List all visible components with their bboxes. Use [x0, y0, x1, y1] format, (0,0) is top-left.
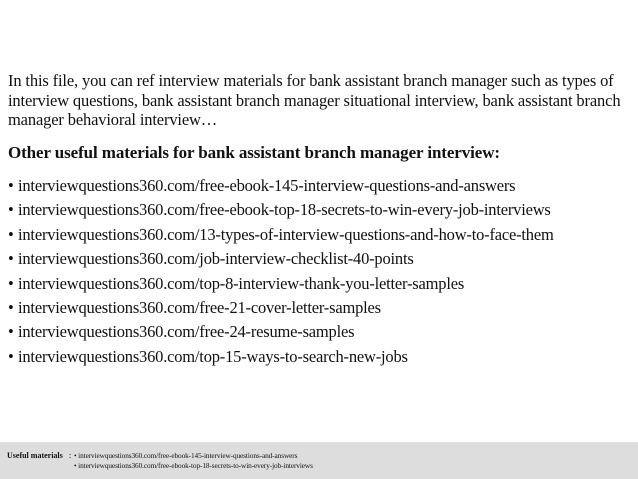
bullet-icon: • — [8, 273, 14, 293]
intro-paragraph: In this file, you can ref interview materials for bank assistant branch manager such as types of interview questions, bank assistant branch manager situational interview, bank assistant branch manager behavioral interview… — [8, 71, 621, 129]
bullet-icon: • — [8, 346, 14, 366]
bullet-icon: • — [8, 176, 14, 195]
bullet-icon: • — [8, 224, 14, 244]
bullet-icon: • — [8, 249, 14, 269]
list-item[interactable] — [8, 298, 634, 322]
bullet-icon: • — [8, 200, 14, 220]
materials-link-list — [8, 176, 634, 371]
list-item[interactable] — [8, 322, 634, 346]
link-text[interactable]: interviewquestions360.com/job-interview-checklist-40-points — [18, 249, 414, 269]
footer-link-list — [74, 451, 313, 470]
list-item[interactable] — [8, 225, 634, 249]
materials-heading: Other useful materials for bank assistant branch manager interview: — [8, 143, 500, 162]
link-text[interactable]: interviewquestions360.com/13-types-of-interview-questions-and-how-to-face-them — [18, 224, 554, 244]
footer-bar — [0, 442, 638, 479]
link-text[interactable]: interviewquestions360.com/free-ebook-top-18-secrets-to-win-every-job-interviews — [18, 200, 551, 220]
list-item[interactable] — [8, 176, 634, 200]
list-item[interactable] — [8, 200, 634, 224]
link-text[interactable]: interviewquestions360.com/free-ebook-145-interview-questions-and-answers — [18, 176, 516, 195]
footer-link[interactable]: • interviewquestions360.com/free-ebook-145-interview-questions-and-answers — [74, 451, 298, 460]
link-text[interactable]: interviewquestions360.com/free-24-resume-samples — [18, 322, 355, 342]
bullet-icon: • — [8, 322, 14, 342]
footer-colon: : — [69, 451, 72, 460]
bullet-icon: • — [8, 297, 14, 317]
footer-link[interactable]: • interviewquestions360.com/free-ebook-top-18-secrets-to-win-every-job-interviews — [74, 460, 313, 470]
footer-label: Useful materials — [7, 451, 63, 460]
link-text[interactable]: interviewquestions360.com/top-15-ways-to-search-new-jobs — [18, 346, 408, 366]
link-text[interactable]: interviewquestions360.com/free-21-cover-letter-samples — [18, 297, 381, 317]
link-text[interactable]: interviewquestions360.com/top-8-interview-thank-you-letter-samples — [18, 273, 465, 293]
list-item[interactable] — [8, 274, 634, 298]
list-item[interactable] — [8, 249, 634, 273]
list-item[interactable] — [8, 347, 634, 371]
